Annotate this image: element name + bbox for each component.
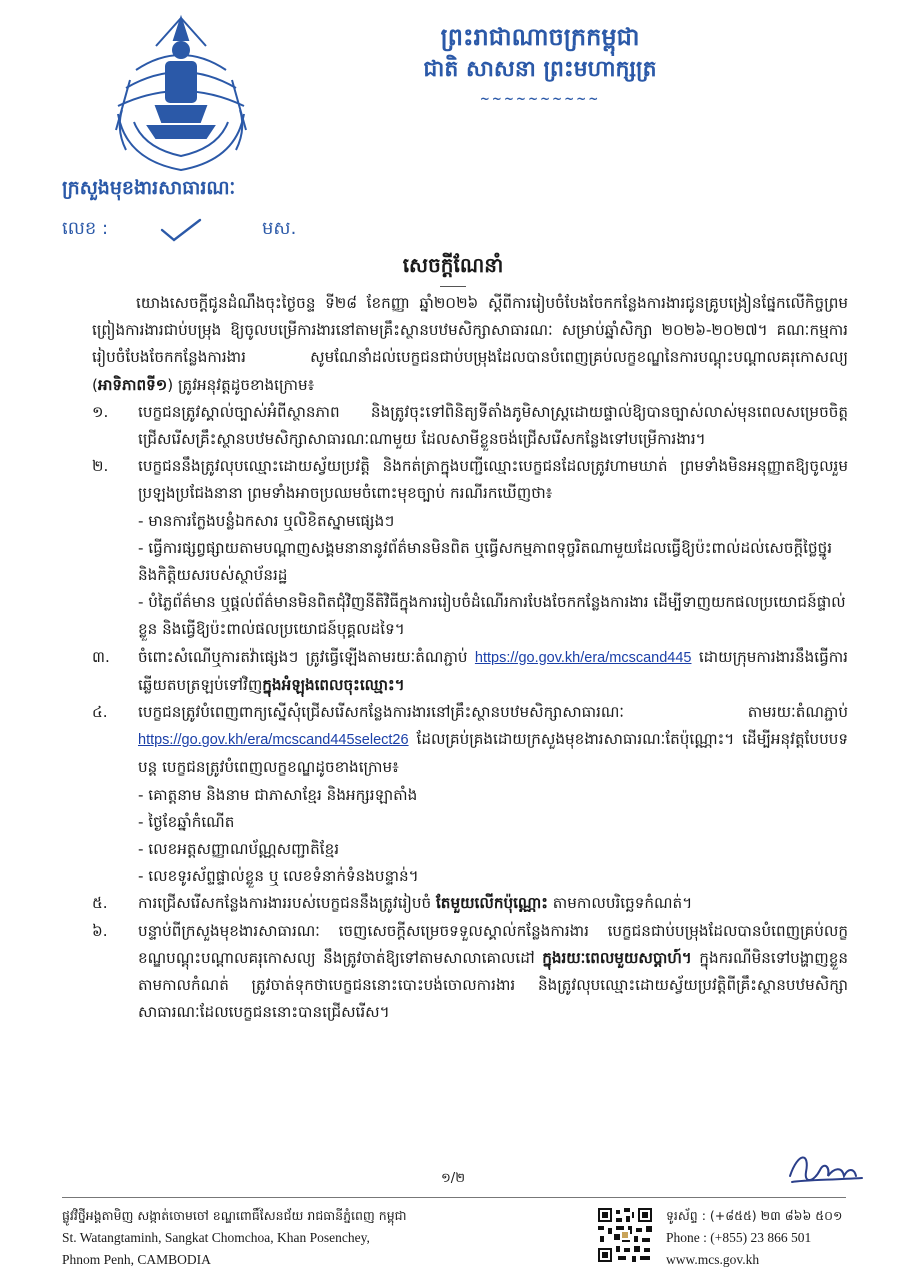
footer-contact [666, 1205, 842, 1271]
footer-address [62, 1205, 407, 1271]
document-body [92, 290, 848, 1026]
list-item: ៣. ចំពោះសំណើឬការតវ៉ាផ្សេងៗ ត្រូវធ្វើឡើងតាមរយៈតំណភ្ជាប់ https://go.gov.kh/era/mcscand445 ដោយក្រុមការងារនឹងធ្វើការឆ្លើយតបត្រឡប់ទៅវិញក្នុងអំឡុងពេលចុះឈ្មោះ។ [92, 647, 848, 694]
qr-code-icon [596, 1206, 654, 1264]
sub-item: - បំភ្លៃព័ត៌មាន ឬផ្ដល់ព័ត៌មានមិនពិតជុំវិញនីតិវិធីក្នុងការរៀបចំដំណើរការបែងចែកកន្លែងការងារ ដើម្បីទាញយកផលប្រយោជន៍ផ្ទាល់ខ្លួន និងធ្វើឱ្យប៉ះពាល់ផលប្រយោជន៍បុគ្គលដទៃ។ [138, 593, 846, 639]
sub-item: - ធ្វើការផ្សព្វផ្សាយតាមបណ្ដាញសង្គមនានានូវព័ត៌មានមិនពិត ឬធ្វើសកម្មភាពទុច្ចរិតណាមួយដែលធ្វើឱ្យប៉ះពាល់ដល់សេចក្ដីថ្លៃថ្នូរ និងកិត្តិយសរបស់ស្ថាប័នរដ្ឋ [138, 538, 833, 585]
reference-suffix: មស. [262, 218, 297, 239]
intro-paragraph: យោងសេចក្ដីជូនដំណឹងចុះថ្ងៃចន្ទ ទី២៨ ខែកញ្ញា ឆ្នាំ២០២៦ ស្ដីពីការរៀបចំបែងចែកកន្លែងការងារជូនគ្រូបង្រៀនផ្នែកលើកិច្ចព្រមព្រៀងការងារជាប់បម្រុង ឱ្យចូលបម្រើការងារនៅតាមគ្រឹះស្ថានបឋមសិក្សាសាធារណៈ សម្រាប់ឆ្នាំសិក្សា ២០២៦-២០២៧។ គណៈកម្មការរៀបចំបែងចែកកន្លែងការងារ សូមណែនាំដល់បេក្ខជនជាប់បម្រុងដែលបានបំពេញគ្រប់លក្ខខណ្ឌនៃការបណ្ដុះបណ្ដាលគរុកោសល្យ (អាទិភាពទី១) ត្រូវអនុវត្តដូចខាងក្រោម៖ [92, 294, 848, 394]
sub-item: - គោត្តនាម និងនាម ជាភាសាខ្មែរ និងអក្សរឡាតាំង [138, 785, 418, 804]
list-item: ១. បេក្ខជនត្រូវស្គាល់ច្បាស់អំពីស្ថានភាព និងត្រូវចុះទៅពិនិត្យទីតាំងភូមិសាស្ត្រដោយផ្ទាល់ឱ្យបានច្បាស់លាស់មុនពេលសម្រេចចិត្តជ្រើសរើសគ្រឹះស្ថានបឋមសិក្សាសាធារណៈណាមួយ ដែលសាមីខ្លួនចង់ជ្រើសរើសកន្លែងទៅបម្រើការងារ។ [92, 402, 848, 449]
list-item: ២. បេក្ខជននឹងត្រូវលុបឈ្មោះដោយស្វ័យប្រវត្តិ និងកត់ត្រាក្នុងបញ្ជីឈ្មោះបេក្ខជនដែលត្រូវហាមឃាត់ ព្រមទាំងមិនអនុញ្ញាតឱ្យចូលរួមប្រឡងប្រជែងនានា ព្រមទាំងអាចប្រឈមចំពោះមុខច្បាប់ ករណីរកឃើញថា៖ [92, 457, 848, 503]
list-item: ៥. ការជ្រើសរើសកន្លែងការងាររបស់បេក្ខជននឹងត្រូវរៀបចំ តែមួយលើកប៉ុណ្ណោះ តាមកាលបរិច្ឆេទកំណត់។ [92, 894, 693, 913]
checkmark-icon [158, 218, 202, 242]
ministry-name: ក្រសួងមុខងារសាធារណៈ [62, 177, 236, 199]
sub-item: - លេខអត្តសញ្ញាណប័ណ្ណសញ្ជាតិខ្មែរ [138, 840, 340, 859]
sub-item: - ថ្ងៃខែឆ្នាំកំណើត [138, 812, 235, 831]
address-english-line2: Phnom Penh, CAMBODIA [62, 1252, 211, 1267]
page-number: ១/២ [440, 1171, 466, 1186]
application-link[interactable]: https://go.gov.kh/era/mcscand445select26 [138, 732, 409, 749]
title-divider [440, 286, 466, 287]
kingdom-name: ព្រះរាជាណាចក្រកម្ពុជា [440, 23, 640, 51]
kingdom-heading [290, 20, 790, 106]
reference-label: លេខ : [62, 218, 109, 239]
list-item: ៦. បន្ទាប់ពីក្រសួងមុខងារសាធារណៈ ចេញសេចក្ដីសម្រេចទទួលស្គាល់កន្លែងការងារ បេក្ខជនជាប់បម្រុងដែលបានបំពេញគ្រប់លក្ខខណ្ឌបណ្ដុះបណ្ដាលគរុកោសល្យ នឹងត្រូវចាត់ឱ្យទៅតាមសាលាគោលដៅ ក្នុងរយៈពេលមួយសប្ដាហ៍។ ក្នុងករណីមិនទៅបង្ហាញខ្លួនតាមកាលកំណត់ ត្រូវចាត់ទុកថាបេក្ខជននោះបោះបង់ចោលការងារ និងត្រូវលុបឈ្មោះដោយស្វ័យប្រវត្តិពីគ្រឹះស្ថានបឋមសិក្សាសាធារណៈដែលបេក្ខជននោះបានជ្រើសរើស។ [92, 921, 848, 1022]
address-english-line1: St. Watangtaminh, Sangkat Chomchoa, Khan Posenchey, [62, 1230, 370, 1245]
heading-ornament: ~~~~~~~~~~ [479, 92, 601, 106]
address-khmer: ផ្លូវវិថ្នីអង្គតាមិញ សង្កាត់ចោមចៅ ខណ្ឌពោធិ៍សែនជ័យ រាជធានីភ្នំពេញ កម្ពុជា [62, 1208, 407, 1223]
national-motto: ជាតិ សាសនា ព្រះមហាក្សត្រ [423, 57, 657, 82]
phone-english: Phone : (+855) 23 866 501 [666, 1230, 812, 1245]
sub-item: - មានការក្លែងបន្លំឯកសារ ឬលិខិតស្នាមផ្សេងៗ [138, 511, 395, 530]
priority-label: អាទិភាពទី១ [97, 375, 168, 394]
document-title: សេចក្ដីណែនាំ [402, 253, 504, 277]
royal-emblem-icon [96, 10, 266, 180]
website-link[interactable]: www.mcs.gov.kh [666, 1252, 760, 1267]
sub-item: - លេខទូរស័ព្ទផ្ទាល់ខ្លួន ឬ លេខទំនាក់ទំនងបន្ទាន់។ [138, 867, 419, 886]
reference-number [62, 216, 296, 243]
footer-divider [62, 1197, 846, 1198]
list-item: ៤. បេក្ខជនត្រូវបំពេញពាក្យស្នើសុំជ្រើសរើសកន្លែងការងារនៅគ្រឹះស្ថានបឋមសិក្សាសាធារណៈ តាមរយៈតំណភ្ជាប់ https://go.gov.kh/era/mcscand445select26 ដែលគ្រប់គ្រងដោយក្រសួងមុខងារសាធារណៈតែប៉ុណ្ណោះ។ ដើម្បីអនុវត្តបែបបទបន្ត បេក្ខជនត្រូវបំពេញលក្ខខណ្ឌដូចខាងក្រោម៖ [92, 703, 848, 777]
phone-khmer: ទូរស័ព្ទ : (+៨៥៥) ២៣ ៨៦៦ ៥០១ [666, 1208, 843, 1223]
feedback-link[interactable]: https://go.gov.kh/era/mcscand445 [474, 649, 692, 666]
